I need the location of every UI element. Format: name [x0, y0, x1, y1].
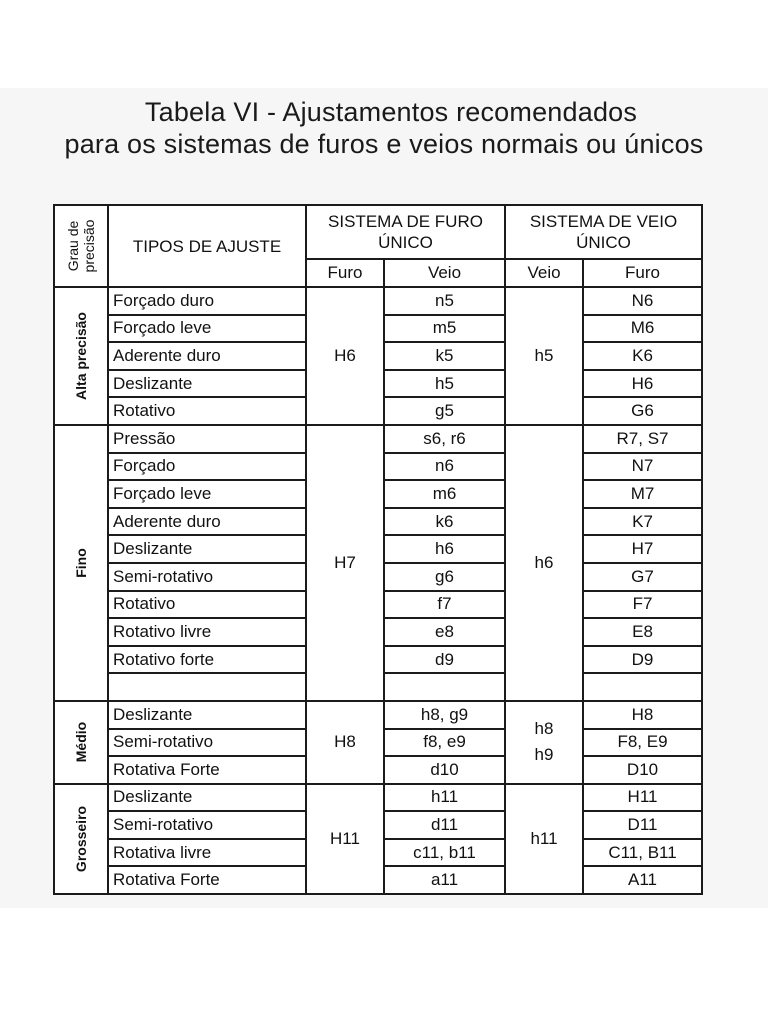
- tipo-cell: Aderente duro: [108, 508, 306, 536]
- tipo-cell: Rotativo: [108, 591, 306, 619]
- furo-cell: H8: [583, 701, 702, 729]
- tipo-cell: Rotativa Forte: [108, 756, 306, 784]
- veio-cell: m5: [384, 315, 505, 343]
- veio-cell: s6, r6: [384, 425, 505, 453]
- tipo-cell: Forçado leve: [108, 480, 306, 508]
- grade-label: Médio: [73, 722, 89, 763]
- shaft-line-2: h9: [534, 745, 554, 765]
- furo-cell: A11: [583, 866, 702, 894]
- veio-cell: c11, b11: [384, 839, 505, 867]
- furo-cell: R7, S7: [583, 425, 702, 453]
- furo-cell: M7: [583, 480, 702, 508]
- grau-header-cell: [54, 205, 108, 287]
- veio-unico-header-line-1: SISTEMA DE VEIO: [529, 212, 678, 231]
- veio-cell: d9: [384, 646, 505, 674]
- grade-cell: [54, 287, 108, 425]
- furo-cell: F8, E9: [583, 729, 702, 757]
- table-row: [54, 784, 702, 812]
- fits-table: [53, 204, 703, 895]
- tipo-cell: Deslizante: [108, 701, 306, 729]
- tipo-cell: Pressão: [108, 425, 306, 453]
- furo-cell: F7: [583, 591, 702, 619]
- grade-label: Grosseiro: [73, 805, 89, 872]
- tipo-cell: Rotativo: [108, 397, 306, 425]
- furo-unico-header: [306, 205, 505, 259]
- tipo-cell: Deslizante: [108, 370, 306, 398]
- veio-cell: f8, e9: [384, 729, 505, 757]
- veio-cell: g5: [384, 397, 505, 425]
- furo-cell: H6: [583, 370, 702, 398]
- furo-cell: D9: [583, 646, 702, 674]
- veio-cell: h11: [384, 784, 505, 812]
- furo-unico-hole-cell: H8: [306, 701, 384, 784]
- veio-cell: h6: [384, 535, 505, 563]
- veio-cell: d11: [384, 811, 505, 839]
- furo-cell: D10: [583, 756, 702, 784]
- veio-unico-header: [505, 205, 702, 259]
- shaft-line-1: h8: [534, 719, 554, 739]
- veio-cell: n5: [384, 287, 505, 315]
- veio-cell: f7: [384, 591, 505, 619]
- page-title: [0, 96, 768, 160]
- tipo-cell: Semi-rotativo: [108, 811, 306, 839]
- grade-label: Fino: [73, 548, 89, 578]
- furo-cell: K6: [583, 342, 702, 370]
- veio-cell: k6: [384, 508, 505, 536]
- veio-cell: d10: [384, 756, 505, 784]
- tipos-header: TIPOS DE AJUSTE: [108, 205, 306, 287]
- table-row: [54, 701, 702, 729]
- furo-unico-header-line-2: ÚNICO: [378, 233, 433, 252]
- tipo-cell: Rotativa livre: [108, 839, 306, 867]
- tipo-cell: Forçado leve: [108, 315, 306, 343]
- furo-cell: D11: [583, 811, 702, 839]
- veio-cell: n6: [384, 453, 505, 481]
- table-row: [54, 425, 702, 453]
- table-row: [54, 287, 702, 315]
- grade-label: Alta precisão: [73, 312, 89, 400]
- tipo-cell: Forçado duro: [108, 287, 306, 315]
- veio-unico-shaft-cell: h6: [505, 425, 583, 701]
- veio-cell: [384, 673, 505, 701]
- furo-cell: H11: [583, 784, 702, 812]
- tipo-cell: Rotativa Forte: [108, 866, 306, 894]
- furo-unico-hole-cell: H11: [306, 784, 384, 894]
- title-line-1: Tabela VI - Ajustamentos recomendados: [144, 97, 638, 127]
- veio-unico-shaft-cell: h11: [505, 784, 583, 894]
- veio-cell: h8, g9: [384, 701, 505, 729]
- subheader-veio-2: Veio: [505, 259, 583, 287]
- veio-cell: m6: [384, 480, 505, 508]
- tipo-cell: [108, 673, 306, 701]
- furo-cell: C11, B11: [583, 839, 702, 867]
- furo-cell: G7: [583, 563, 702, 591]
- grade-cell: [54, 425, 108, 701]
- subheader-furo: Furo: [306, 259, 384, 287]
- tipo-cell: Deslizante: [108, 535, 306, 563]
- veio-cell: e8: [384, 618, 505, 646]
- tipo-cell: Semi-rotativo: [108, 563, 306, 591]
- tipo-cell: Rotativo forte: [108, 646, 306, 674]
- veio-unico-shaft-cell: h5: [505, 287, 583, 425]
- furo-cell: [583, 673, 702, 701]
- veio-cell: a11: [384, 866, 505, 894]
- grau-header-line-2: precisão: [81, 219, 97, 273]
- grade-cell: [54, 784, 108, 894]
- furo-cell: M6: [583, 315, 702, 343]
- tipo-cell: Deslizante: [108, 784, 306, 812]
- veio-cell: k5: [384, 342, 505, 370]
- subheader-furo-2: Furo: [583, 259, 702, 287]
- tipo-cell: Semi-rotativo: [108, 729, 306, 757]
- furo-cell: H7: [583, 535, 702, 563]
- subheader-veio: Veio: [384, 259, 505, 287]
- veio-unico-header-line-2: ÚNICO: [576, 233, 631, 252]
- veio-unico-shaft-cell: [505, 701, 583, 784]
- furo-cell: N7: [583, 453, 702, 481]
- grade-cell: [54, 701, 108, 784]
- title-line-2: para os sistemas de furos e veios normais ou únicos: [64, 129, 704, 159]
- veio-cell: g6: [384, 563, 505, 591]
- furo-cell: E8: [583, 618, 702, 646]
- furo-cell: K7: [583, 508, 702, 536]
- header-row-1: [54, 205, 702, 259]
- furo-unico-hole-cell: H7: [306, 425, 384, 701]
- tipo-cell: Rotativo livre: [108, 618, 306, 646]
- furo-unico-header-line-1: SISTEMA DE FURO: [328, 212, 483, 231]
- fits-table-body: [54, 205, 702, 894]
- grau-header-line-1: Grau de: [65, 220, 81, 272]
- grau-header-text: [65, 220, 97, 273]
- furo-cell: G6: [583, 397, 702, 425]
- veio-cell: h5: [384, 370, 505, 398]
- furo-cell: N6: [583, 287, 702, 315]
- tipo-cell: Aderente duro: [108, 342, 306, 370]
- furo-unico-hole-cell: H6: [306, 287, 384, 425]
- tipo-cell: Forçado: [108, 453, 306, 481]
